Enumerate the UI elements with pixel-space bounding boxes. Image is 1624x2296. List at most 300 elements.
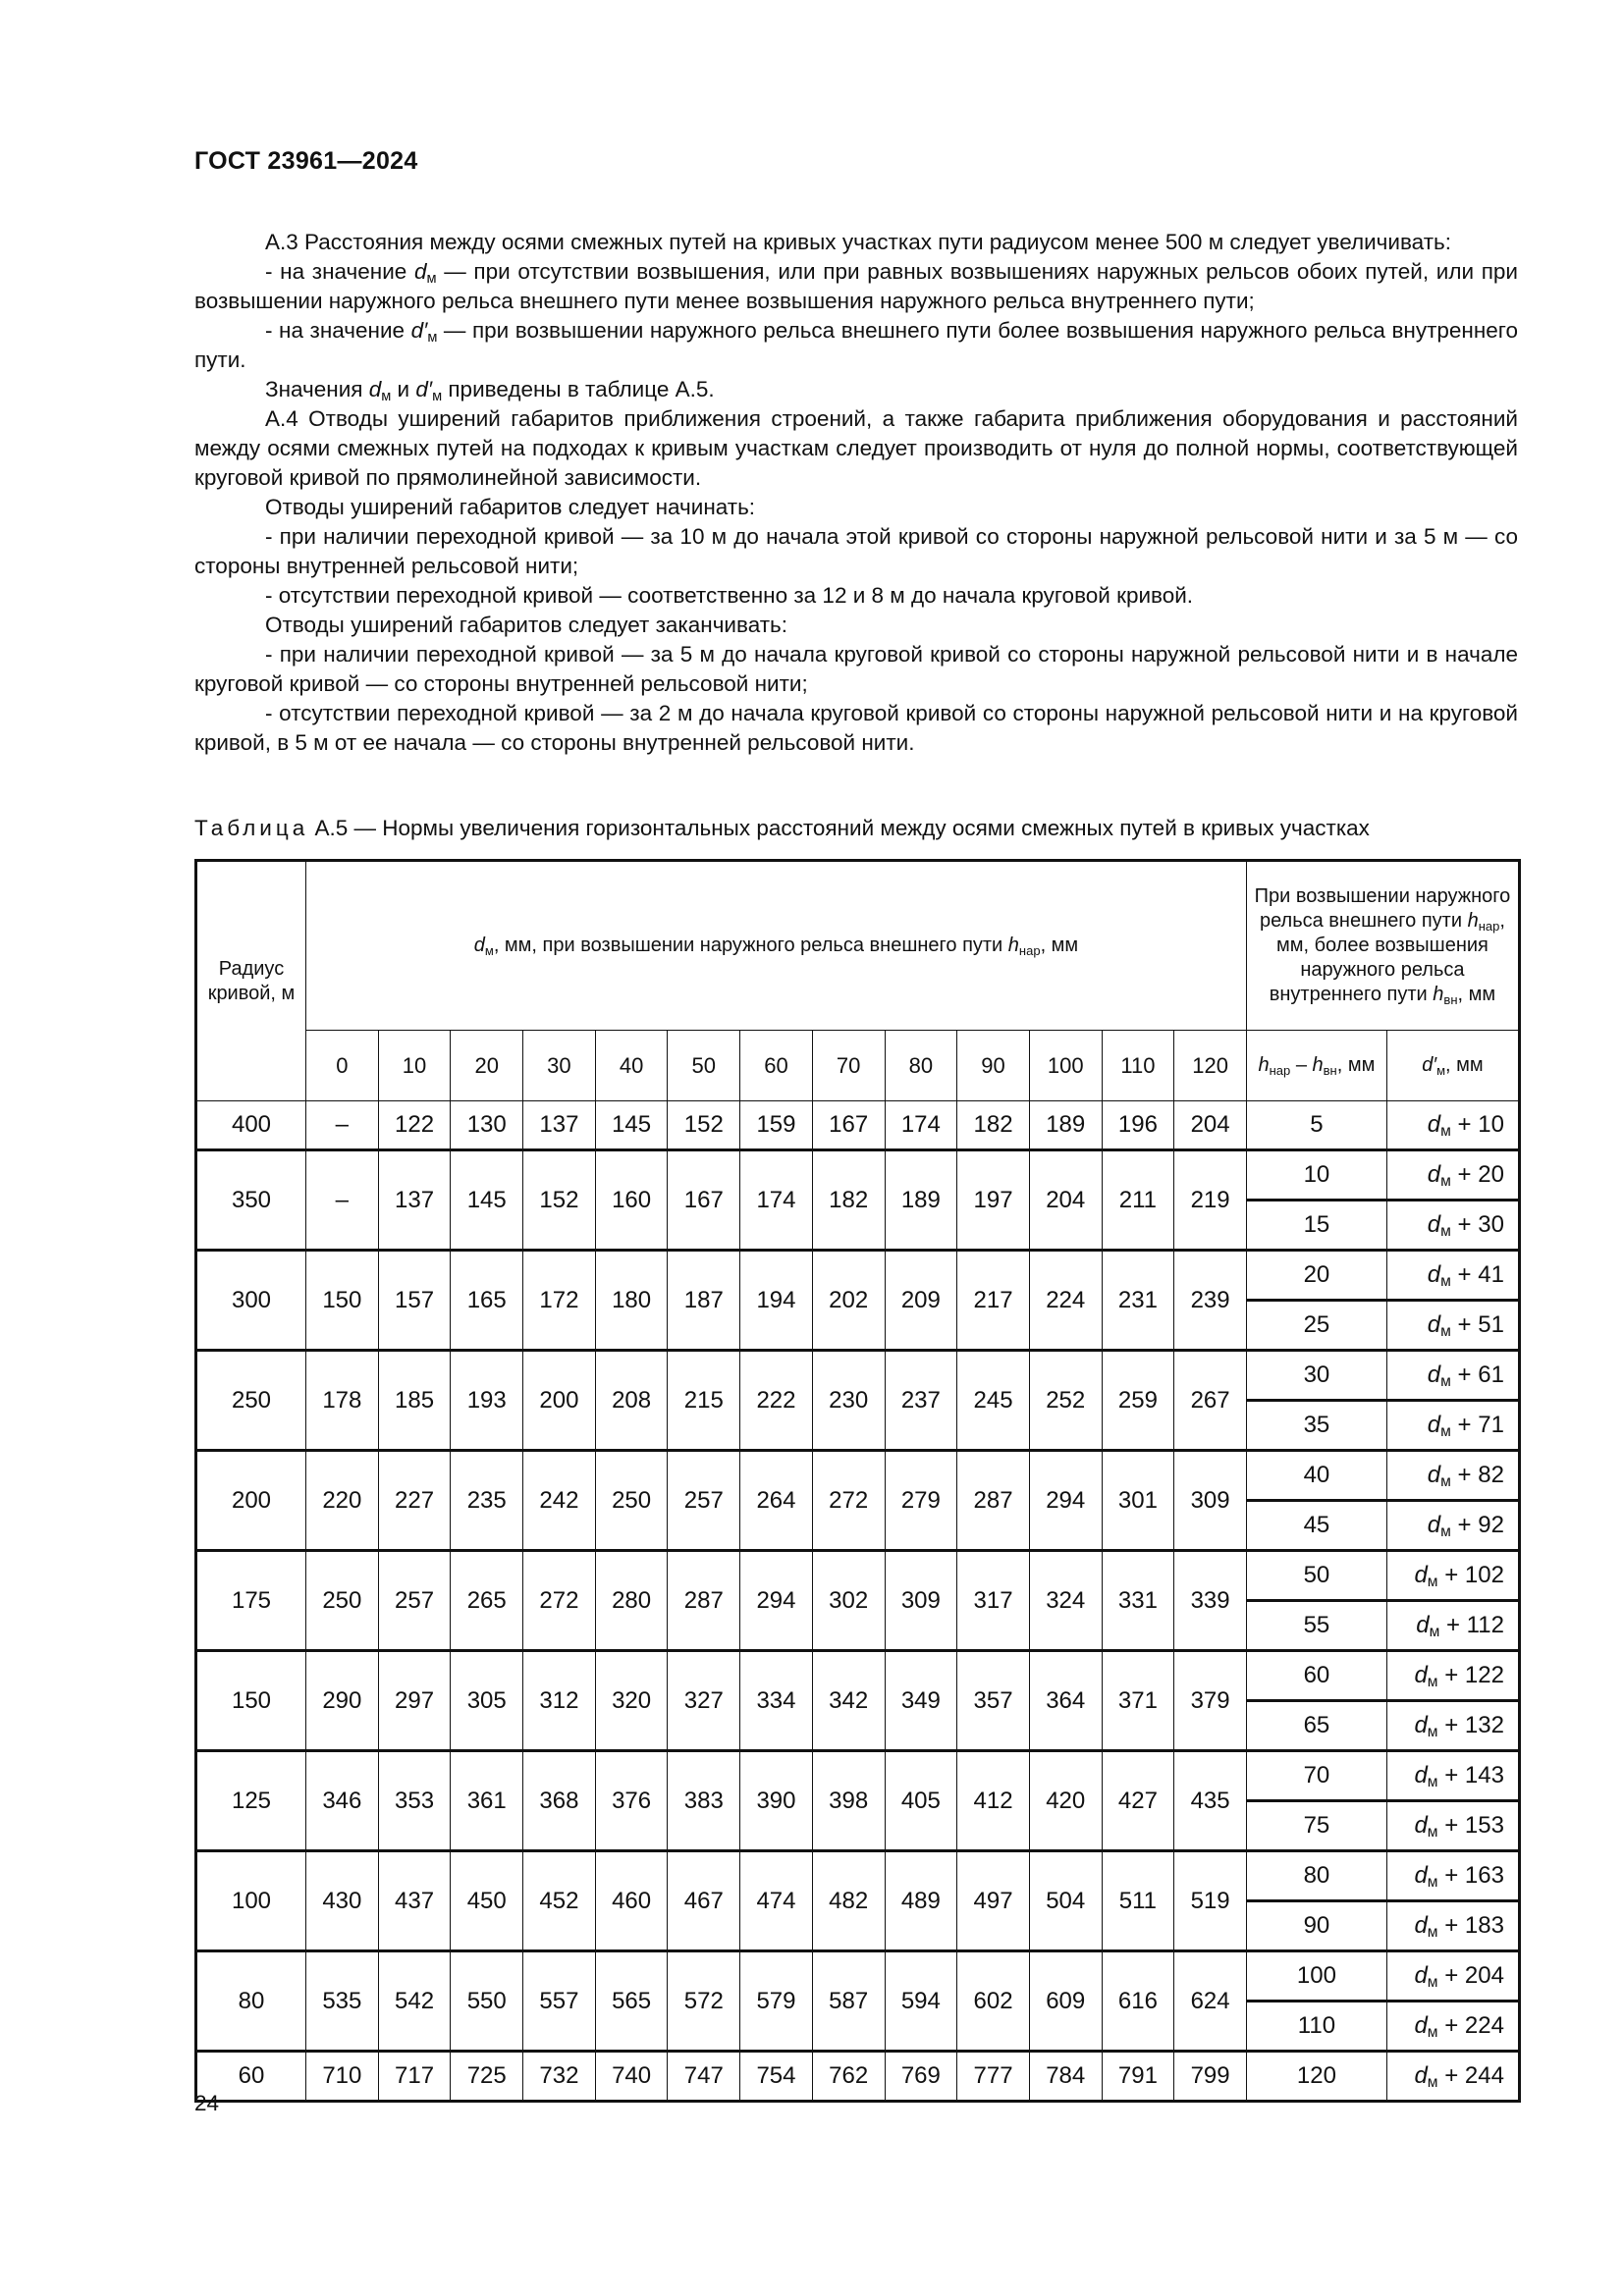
italic-symbol: d [1414,1762,1428,1789]
text-run: + 224 [1437,2012,1504,2039]
value-cell: 579 [740,1951,813,2052]
h-diff-cell: 90 [1246,1901,1386,1951]
text-run: + 41 [1450,1261,1504,1288]
value-cell: 405 [885,1751,957,1851]
text-run: , мм [1457,984,1496,1005]
value-cell: 227 [378,1451,451,1551]
header-row [196,861,1520,1031]
table-row [196,1150,1520,1201]
italic-symbol: d [1414,1862,1428,1889]
elevation-header: 20 [451,1031,523,1101]
italic-symbol: h [1258,1054,1270,1076]
value-cell: 331 [1102,1551,1174,1651]
value-cell: 430 [306,1851,379,1951]
radius-cell: 250 [196,1351,306,1451]
value-cell: 302 [812,1551,885,1651]
text-run: + 71 [1450,1412,1504,1438]
value-cell: 165 [451,1251,523,1351]
italic-symbol: d [1414,1662,1428,1688]
value-cell: 740 [595,2052,668,2102]
text-run: А.4 Отводы уширений габаритов приближения строений, а также габарита приближения оборудования и расстояний между осями смежных путей на подходах к кривым участкам следует производить от нуля до полной нормы, соответствующей круговой кривой по прямолинейной зависимости. [194,406,1518,490]
value-cell: 130 [451,1101,523,1150]
paragraph [194,640,1518,699]
value-cell: 137 [523,1101,596,1150]
table-caption [194,816,1518,841]
value-cell: 376 [595,1751,668,1851]
elevation-header: 60 [740,1031,813,1101]
elevation-header: 10 [378,1031,451,1101]
h-diff-cell: 35 [1246,1401,1386,1451]
subscript: м [1427,1974,1438,1991]
subscript: м [1440,1423,1451,1440]
subscript: вн [1323,1063,1337,1078]
value-cell: 452 [523,1851,596,1951]
text-run: + 20 [1450,1161,1504,1188]
h-diff-cell: 40 [1246,1451,1386,1501]
value-cell: 587 [812,1951,885,2052]
italic-symbol: h [1312,1054,1324,1076]
value-cell: 297 [378,1651,451,1751]
value-cell: 197 [957,1150,1030,1251]
value-cell: 182 [957,1101,1030,1150]
h-diff-cell: 70 [1246,1751,1386,1801]
text-run: + 122 [1437,1662,1504,1688]
value-cell: 231 [1102,1251,1174,1351]
d-prime-cell [1386,1651,1519,1701]
table-row [196,2052,1520,2102]
radius-cell: 300 [196,1251,306,1351]
value-cell: 754 [740,2052,813,2102]
italic-symbol: d [1414,2012,1428,2039]
d-prime-cell [1386,1851,1519,1901]
radius-cell: 350 [196,1150,306,1251]
value-cell: 174 [885,1101,957,1150]
italic-symbol: d [1427,1211,1441,1238]
value-cell: 427 [1102,1751,1174,1851]
h-diff-cell: 75 [1246,1801,1386,1851]
d-prime-cell [1386,1451,1519,1501]
subscript: м [1440,1173,1451,1190]
value-cell: 353 [378,1751,451,1851]
header-d-prime [1386,1031,1519,1101]
radius-cell: 400 [196,1101,306,1150]
value-cell: 157 [378,1251,451,1351]
subscript: м [1429,1624,1440,1640]
italic-symbol: d [1427,1362,1441,1388]
text-run: - при наличии переходной кривой — за 10 м до начала этой кривой со стороны наружной рельсовой нити и за 5 м — со стороны внутренней рельсовой нити; [194,524,1518,578]
table-row [196,1101,1520,1150]
text-run: – [1290,1054,1313,1076]
elevation-header: 90 [957,1031,1030,1101]
value-cell: 361 [451,1751,523,1851]
h-diff-cell: 5 [1246,1101,1386,1150]
elevation-header: 120 [1174,1031,1247,1101]
header-right [1246,861,1519,1031]
table-row [196,1251,1520,1301]
elevation-header: 30 [523,1031,596,1101]
h-diff-cell: 100 [1246,1951,1386,2002]
italic-symbol: d [1427,1412,1441,1438]
d-prime-cell [1386,1401,1519,1451]
text-run: + 163 [1437,1862,1504,1889]
text-run: А.3 Расстояния между осями смежных путей на кривых участках пути радиусом менее 500 м следует увеличивать: [265,230,1451,254]
value-cell: 474 [740,1851,813,1951]
subscript: м [1440,1523,1451,1540]
value-cell: 187 [668,1251,740,1351]
d-prime-cell [1386,1101,1519,1150]
d-prime-cell [1386,1701,1519,1751]
text-run: - отсутствии переходной кривой — за 2 м до начала круговой кривой со стороны наружной рельсовой нити и на круговой кривой, в 5 м от ее начала — со стороны внутренней рельсовой нити. [194,701,1518,755]
caption-text: А.5 — Нормы увеличения горизонтальных расстояний между осями смежных путей в кривых участках [308,816,1370,840]
value-cell: 265 [451,1551,523,1651]
text-run: + 204 [1437,1962,1504,1989]
text-run: + 10 [1450,1111,1504,1138]
italic-symbol: d [1414,2062,1428,2089]
value-cell: 565 [595,1951,668,2052]
value-cell: 167 [668,1150,740,1251]
subscript: м [426,271,437,287]
subscript: м [381,389,392,404]
value-cell: 301 [1102,1451,1174,1551]
value-cell: 182 [812,1150,885,1251]
value-cell: 339 [1174,1551,1247,1651]
d-prime-cell [1386,1601,1519,1651]
text-run: - отсутствии переходной кривой — соответственно за 12 и 8 м до начала круговой кривой. [265,583,1194,608]
paragraph [194,404,1518,493]
value-cell: 250 [306,1551,379,1651]
caption-label: Таблица [194,816,309,840]
value-cell: 272 [812,1451,885,1551]
value-cell: 725 [451,2052,523,2102]
italic-symbol: d [1414,1712,1428,1738]
subscript: м [432,389,443,404]
value-cell: 172 [523,1251,596,1351]
value-cell: 204 [1029,1150,1102,1251]
italic-symbol: d [413,259,427,284]
table-row [196,1951,1520,2002]
value-cell: 272 [523,1551,596,1651]
value-cell: 747 [668,2052,740,2102]
subscript: м [1427,2074,1438,2091]
value-cell: 290 [306,1651,379,1751]
elevation-header: 0 [306,1031,379,1101]
paragraph [194,375,1518,404]
value-cell: 420 [1029,1751,1102,1851]
value-cell: 150 [306,1251,379,1351]
value-cell: 324 [1029,1551,1102,1651]
text-run: Отводы уширений габаритов следует начинать: [265,495,756,519]
text-run: — при отсутствии возвышения, или при равных возвышениях наружных рельсов обоих путей, или при возвышении наружного рельса внешнего пути менее возвышения наружного рельса внутреннего пути; [194,259,1518,313]
value-cell: 334 [740,1651,813,1751]
header-h-diff [1246,1031,1386,1101]
text-run: - при наличии переходной кривой — за 5 м до начала круговой кривой со стороны наружной рельсовой нити и в начале круговой кривой — со стороны внутренней рельсовой нити; [194,642,1518,696]
value-cell: 467 [668,1851,740,1951]
d-prime-cell [1386,2002,1519,2052]
body-text [194,228,1518,758]
elevation-header: 50 [668,1031,740,1101]
text-run: , мм [1336,1054,1376,1076]
value-cell: 237 [885,1351,957,1451]
italic-symbol: d [473,934,485,956]
value-cell: 217 [957,1251,1030,1351]
value-cell: 196 [1102,1101,1174,1150]
text-run: + 82 [1450,1462,1504,1488]
value-cell: 252 [1029,1351,1102,1451]
value-cell: 519 [1174,1851,1247,1951]
subscript: м [1440,1323,1451,1340]
subscript: м [427,330,438,346]
value-cell: 460 [595,1851,668,1951]
text-run: + 112 [1439,1612,1504,1638]
italic-symbol: d′ [415,377,433,401]
value-cell: 732 [523,2052,596,2102]
value-cell: 257 [668,1451,740,1551]
value-cell: 368 [523,1751,596,1851]
subscript: нар [1478,919,1500,934]
value-cell: 317 [957,1551,1030,1651]
subscript: нар [1269,1063,1291,1078]
value-cell: 200 [523,1351,596,1451]
d-prime-cell [1386,1551,1519,1601]
italic-symbol: d [368,377,382,401]
italic-symbol: d′ [1422,1054,1437,1076]
value-cell: 209 [885,1251,957,1351]
value-cell: – [306,1150,379,1251]
value-cell: 383 [668,1751,740,1851]
header-radius: Радиус кривой, м [196,861,306,1101]
subscript: м [1427,1774,1438,1790]
italic-symbol: d′ [410,318,428,343]
value-cell: 245 [957,1351,1030,1451]
value-cell: 250 [595,1451,668,1551]
value-cell: 371 [1102,1651,1174,1751]
text-run: приведены в таблице А.5. [442,377,715,401]
value-cell: 267 [1174,1351,1247,1451]
subscript: м [1436,1063,1446,1078]
value-cell: 194 [740,1251,813,1351]
value-cell: 305 [451,1651,523,1751]
paragraph [194,493,1518,522]
value-cell: 349 [885,1651,957,1751]
italic-symbol: d [1427,1111,1441,1138]
subscript: м [484,943,494,958]
subscript: м [1427,1874,1438,1891]
value-cell: 224 [1029,1251,1102,1351]
value-cell: 257 [378,1551,451,1651]
value-cell: 174 [740,1150,813,1251]
text-run: + 30 [1450,1211,1504,1238]
value-cell: 572 [668,1951,740,2052]
radius-cell: 60 [196,2052,306,2102]
italic-symbol: d [1427,1161,1441,1188]
text-run: Значения [265,377,369,401]
text-run: + 183 [1437,1912,1504,1939]
elevation-header: 70 [812,1031,885,1101]
value-cell: 204 [1174,1101,1247,1150]
subheader-row [196,1031,1520,1101]
value-cell: 211 [1102,1150,1174,1251]
value-cell: 287 [668,1551,740,1651]
text-run: — при возвышении наружного рельса внешнего пути более возвышения наружного рельса внутреннего пути. [194,318,1518,372]
paragraph [194,228,1518,257]
value-cell: 342 [812,1651,885,1751]
value-cell: 364 [1029,1651,1102,1751]
italic-symbol: h [1007,934,1019,956]
value-cell: 230 [812,1351,885,1451]
subscript: м [1427,1574,1438,1590]
text-run: - на значение [265,259,414,284]
subscript: м [1440,1273,1451,1290]
value-cell: 294 [1029,1451,1102,1551]
h-diff-cell: 120 [1246,2052,1386,2102]
value-cell: 550 [451,1951,523,2052]
value-cell: – [306,1101,379,1150]
d-prime-cell [1386,1751,1519,1801]
value-cell: 791 [1102,2052,1174,2102]
italic-symbol: d [1414,1962,1428,1989]
value-cell: 185 [378,1351,451,1451]
elevation-header: 100 [1029,1031,1102,1101]
italic-symbol: d [1427,1261,1441,1288]
d-prime-cell [1386,1951,1519,2002]
table-row [196,1351,1520,1401]
value-cell: 624 [1174,1951,1247,2052]
value-cell: 280 [595,1551,668,1651]
subscript: м [1440,1123,1451,1140]
text-run: и [391,377,416,401]
d-prime-cell [1386,1901,1519,1951]
paragraph [194,257,1518,316]
d-prime-cell [1386,2052,1519,2102]
value-cell: 482 [812,1851,885,1951]
italic-symbol: d [1427,1512,1441,1538]
value-cell: 489 [885,1851,957,1951]
subscript: м [1427,1824,1438,1841]
value-cell: 159 [740,1101,813,1150]
value-cell: 542 [378,1951,451,2052]
subscript: м [1427,1924,1438,1941]
radius-cell: 100 [196,1851,306,1951]
d-prime-cell [1386,1351,1519,1401]
h-diff-cell: 50 [1246,1551,1386,1601]
elevation-header: 110 [1102,1031,1174,1101]
value-cell: 504 [1029,1851,1102,1951]
value-cell: 189 [1029,1101,1102,1150]
d-prime-cell [1386,1201,1519,1251]
value-cell: 390 [740,1751,813,1851]
value-cell: 189 [885,1150,957,1251]
value-cell: 309 [1174,1451,1247,1551]
paragraph [194,522,1518,581]
value-cell: 193 [451,1351,523,1451]
h-diff-cell: 20 [1246,1251,1386,1301]
value-cell: 309 [885,1551,957,1651]
italic-symbol: d [1416,1612,1430,1638]
value-cell: 235 [451,1451,523,1551]
table-row [196,1851,1520,1901]
value-cell: 777 [957,2052,1030,2102]
radius-cell: 150 [196,1651,306,1751]
document-header: ГОСТ 23961—2024 [194,147,418,175]
value-cell: 497 [957,1851,1030,1951]
value-cell: 239 [1174,1251,1247,1351]
text-run: + 51 [1450,1311,1504,1338]
text-run: При возвышении наружного рельса внешнего пути [1254,885,1511,932]
h-diff-cell: 10 [1246,1150,1386,1201]
subscript: м [1440,1373,1451,1390]
text-run: - на значение [265,318,411,343]
value-cell: 398 [812,1751,885,1851]
h-diff-cell: 25 [1246,1301,1386,1351]
subscript: м [1427,2024,1438,2041]
text-run: , мм, более возвышения наружного рельса внутреннего пути [1269,910,1505,1005]
table-row [196,1651,1520,1701]
radius-cell: 80 [196,1951,306,2052]
value-cell: 180 [595,1251,668,1351]
h-diff-cell: 65 [1246,1701,1386,1751]
h-diff-cell: 80 [1246,1851,1386,1901]
value-cell: 435 [1174,1751,1247,1851]
text-run: Отводы уширений габаритов следует заканчивать: [265,613,787,637]
value-cell: 279 [885,1451,957,1551]
value-cell: 557 [523,1951,596,2052]
value-cell: 122 [378,1101,451,1150]
value-cell: 594 [885,1951,957,2052]
table-a5 [194,859,1521,2103]
d-prime-cell [1386,1801,1519,1851]
d-prime-cell [1386,1251,1519,1301]
value-cell: 264 [740,1451,813,1551]
value-cell: 784 [1029,2052,1102,2102]
value-cell: 609 [1029,1951,1102,2052]
header-dm [306,861,1247,1031]
radius-cell: 125 [196,1751,306,1851]
subscript: м [1440,1223,1451,1240]
value-cell: 178 [306,1351,379,1451]
h-diff-cell: 110 [1246,2002,1386,2052]
paragraph [194,699,1518,758]
value-cell: 287 [957,1451,1030,1551]
value-cell: 412 [957,1751,1030,1851]
table-row [196,1551,1520,1601]
page-number: 24 [194,2091,220,2115]
h-diff-cell: 30 [1246,1351,1386,1401]
value-cell: 346 [306,1751,379,1851]
italic-symbol: d [1414,1912,1428,1939]
italic-symbol: d [1414,1562,1428,1588]
text-run: + 102 [1437,1562,1504,1588]
value-cell: 167 [812,1101,885,1150]
value-cell: 616 [1102,1951,1174,2052]
value-cell: 535 [306,1951,379,2052]
table-row [196,1451,1520,1501]
d-prime-cell [1386,1301,1519,1351]
text-run: + 92 [1450,1512,1504,1538]
text-run: , мм, при возвышении наружного рельса внешнего пути [493,934,1008,956]
value-cell: 242 [523,1451,596,1551]
text-run: + 244 [1437,2062,1504,2089]
value-cell: 202 [812,1251,885,1351]
value-cell: 437 [378,1851,451,1951]
subscript: вн [1443,992,1458,1007]
h-diff-cell: 60 [1246,1651,1386,1701]
value-cell: 769 [885,2052,957,2102]
value-cell: 259 [1102,1351,1174,1451]
subscript: м [1440,1473,1451,1490]
radius-cell: 200 [196,1451,306,1551]
value-cell: 208 [595,1351,668,1451]
value-cell: 799 [1174,2052,1247,2102]
